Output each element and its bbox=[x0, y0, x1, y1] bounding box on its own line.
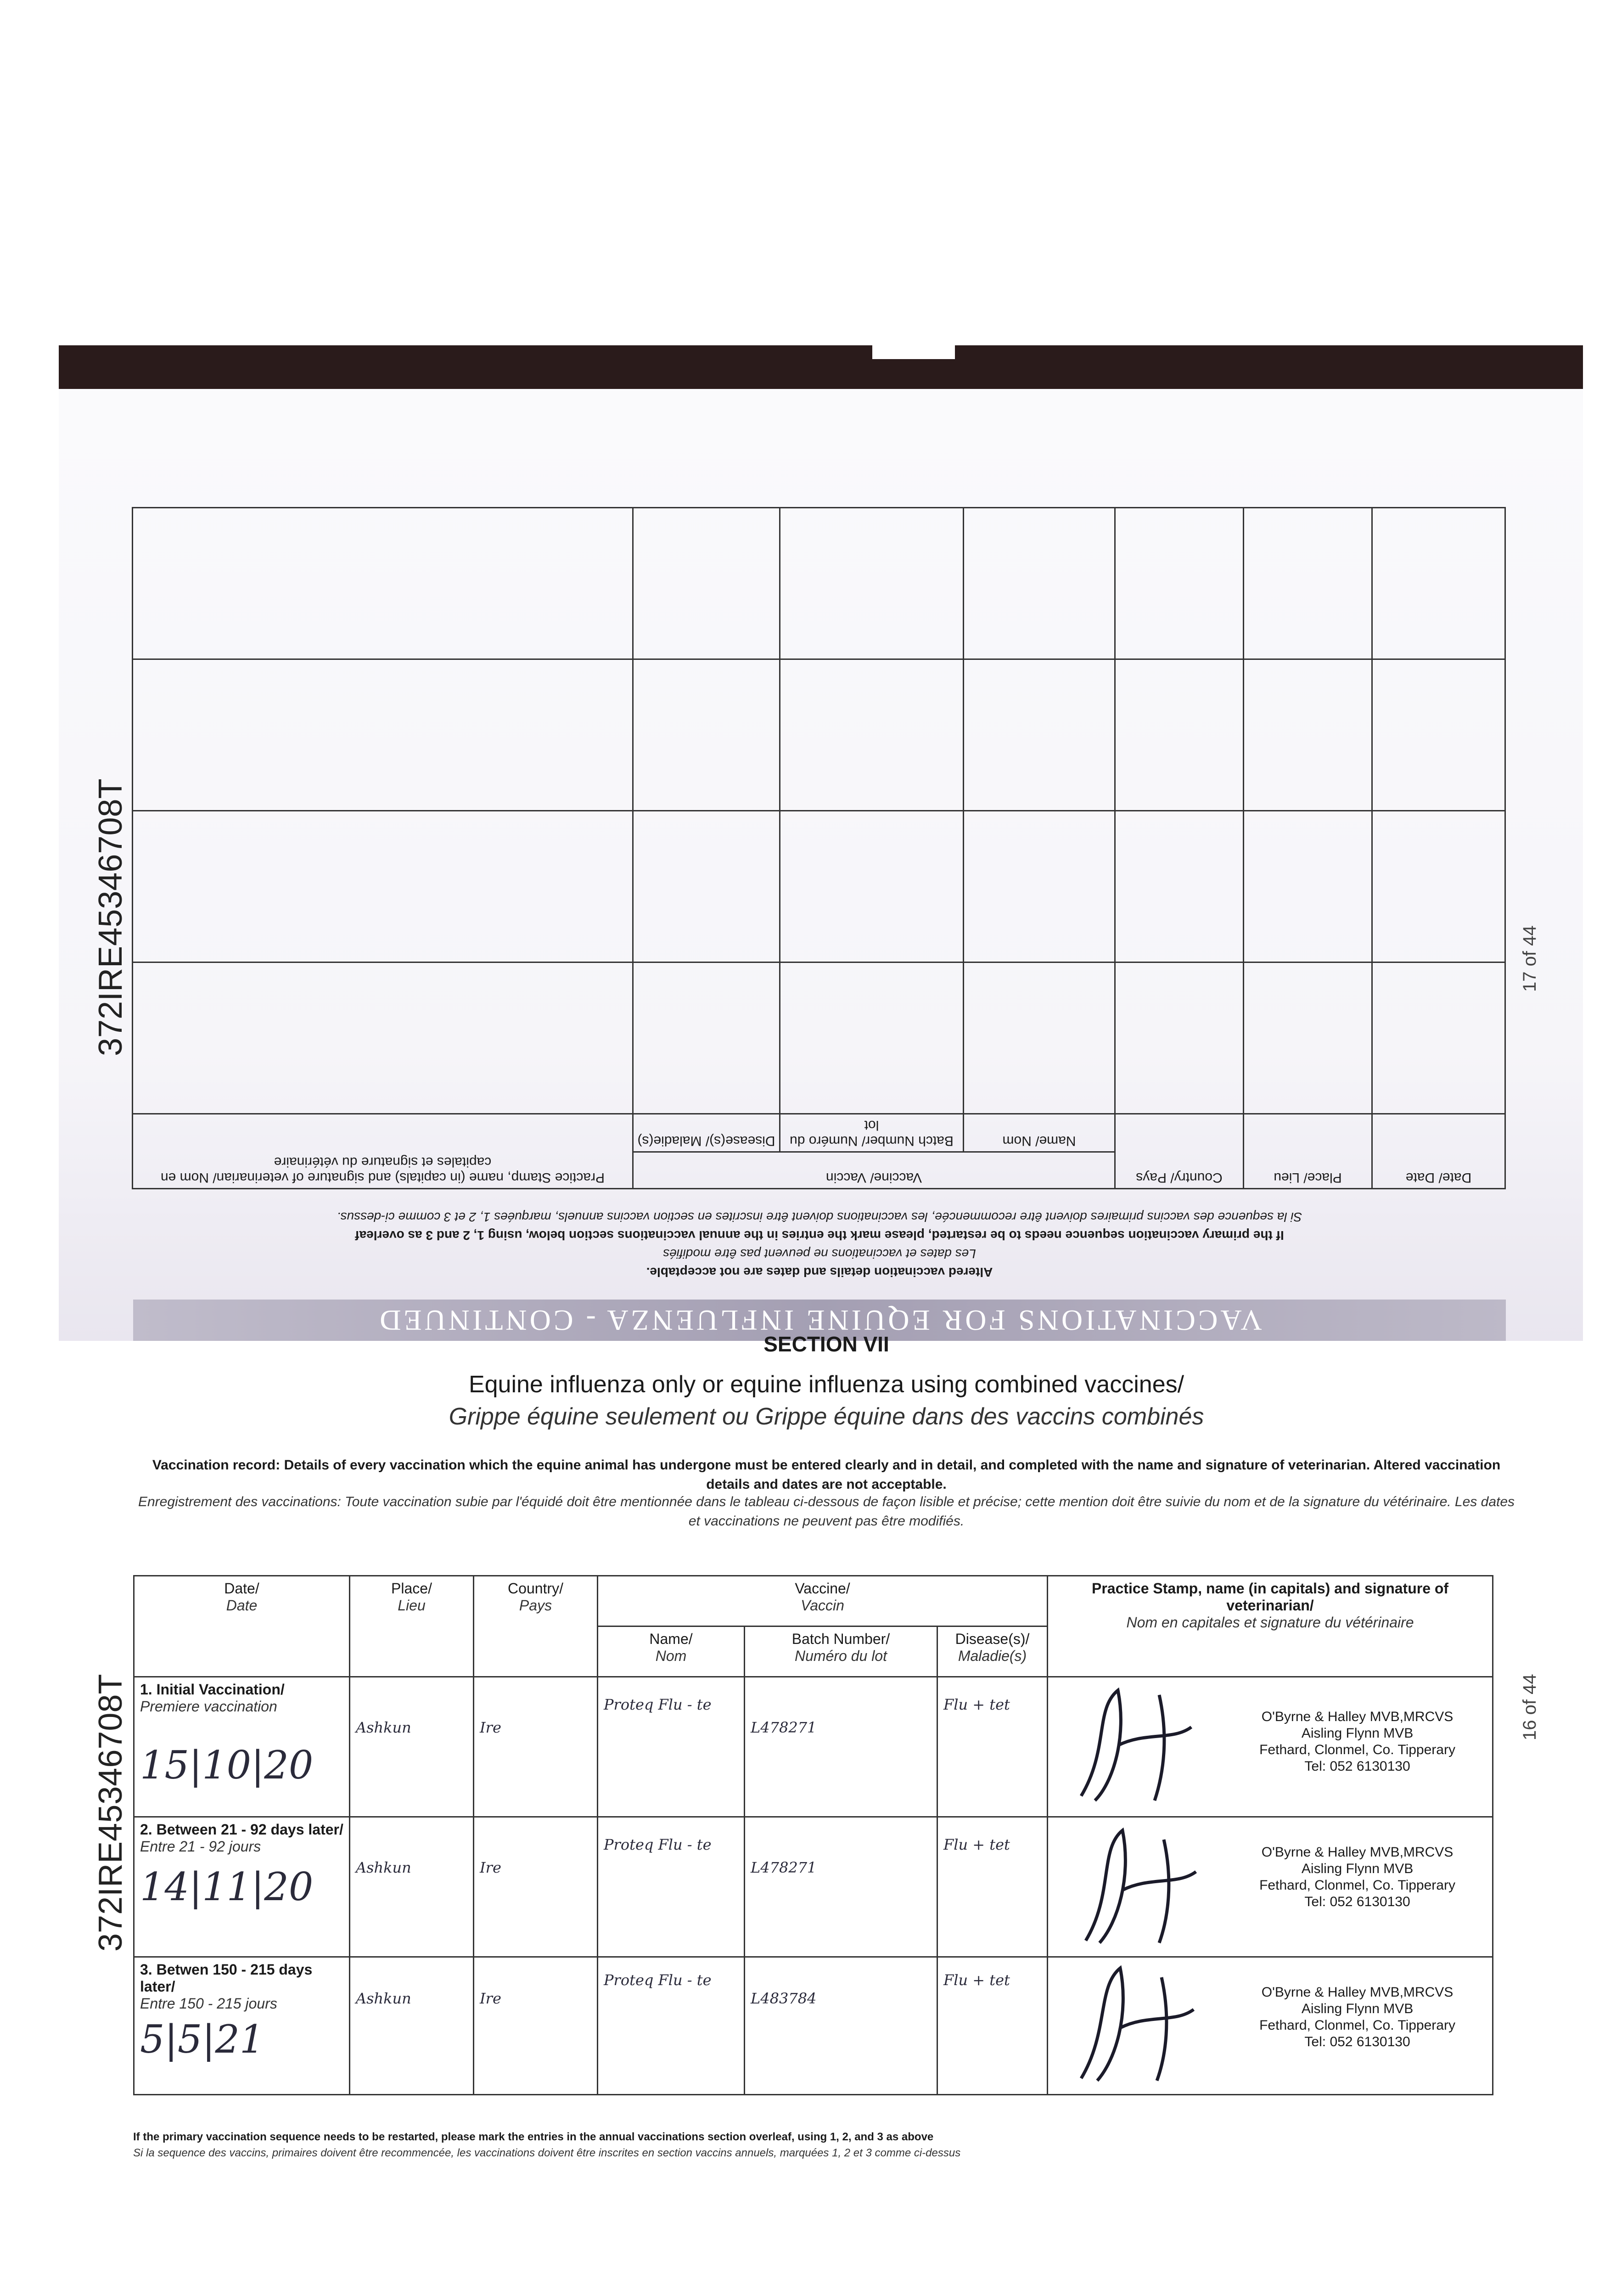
primary-vaccination-table bbox=[133, 1575, 1493, 2095]
vaccine-batch: L478271 bbox=[745, 1677, 937, 1817]
vaccine-disease: Flu + tet bbox=[937, 1677, 1048, 1817]
vaccination-country: Ire bbox=[474, 1957, 598, 2095]
row-date-cell bbox=[134, 1677, 350, 1817]
practice-stamp-cell bbox=[1048, 1957, 1493, 2095]
header-vaccine-fr: Vaccin bbox=[801, 1597, 844, 1614]
page-number-top: 17 of 44 bbox=[1520, 925, 1540, 992]
record-note-french: Enregistrement des vaccinations: Toute vaccination subie par l'équidé doit être mentionnée dans le tableau ci-dessous de façon lisible et précise; cette mention doit être suivie du nom et de la signature du vétérinaire. Les dates et vaccinations ne peuvent pas être modifiés. bbox=[138, 1494, 1515, 1529]
record-note-english: Vaccination record: Details of every vaccination which the equine animal has undergone must be entered clearly and in detail, and completed with the name and signature of veterinarian. Altered vaccination details and dates are not acceptable. bbox=[152, 1458, 1501, 1492]
stamp-line: O'Byrne & Halley MVB,MRCVS bbox=[1261, 1985, 1454, 2000]
header-batch-en: Batch Number/ bbox=[791, 1631, 890, 1647]
vaccination-date: 15|10|20 bbox=[140, 1743, 314, 1788]
row-label-fr: Entre 21 - 92 jours bbox=[140, 1838, 261, 1855]
stamp-line: Fethard, Clonmel, Co. Tipperary bbox=[1259, 2018, 1455, 2033]
vaccine-disease: Flu + tet bbox=[937, 1957, 1048, 2095]
continued-banner: VACCINATIONS FOR EQUINE INFLUENZA - CONTINUED bbox=[133, 1300, 1506, 1341]
top-header-country: Country/ Pays bbox=[1115, 1114, 1244, 1189]
vaccination-row bbox=[134, 1677, 1493, 1817]
vaccination-country: Ire bbox=[474, 1817, 598, 1957]
row-label-fr: Premiere vaccination bbox=[140, 1698, 277, 1715]
signature-mark bbox=[1054, 1821, 1228, 1945]
header-name-en: Name/ bbox=[649, 1631, 693, 1647]
footer-note-french: Si la sequence des vaccins, primaires doivent être recommencée, les vaccinations doivent être inscrites en section vaccins annuels, marquées 1, 2 et 3 comme ci-dessus bbox=[133, 2147, 961, 2159]
passport-id-bottom: 372IRE45346708T bbox=[92, 1674, 129, 1952]
header-place-en: Place/ bbox=[391, 1580, 432, 1597]
stamp-line: O'Byrne & Halley MVB,MRCVS bbox=[1261, 1709, 1454, 1724]
top-empty-row bbox=[132, 962, 1505, 1114]
header-place-fr: Lieu bbox=[398, 1597, 426, 1614]
vaccine-batch: L478271 bbox=[745, 1817, 937, 1957]
practice-stamp-cell bbox=[1048, 1677, 1493, 1817]
header-place bbox=[350, 1576, 474, 1677]
stamp-line: Aisling Flynn MVB bbox=[1301, 1861, 1414, 1876]
row-label: 2. Between 21 - 92 days later/ bbox=[140, 1821, 343, 1838]
vaccination-date: 14|11|20 bbox=[140, 1864, 314, 1909]
stamp-line: Tel: 052 6130130 bbox=[1304, 1759, 1410, 1774]
vaccine-name: Proteq Flu - te bbox=[598, 1817, 745, 1957]
header-disease bbox=[937, 1626, 1048, 1677]
top-notes bbox=[133, 1208, 1506, 1281]
vaccination-row bbox=[134, 1817, 1493, 1957]
top-header-place: Place/ Lieu bbox=[1244, 1114, 1372, 1189]
page-number-bottom: 16 of 44 bbox=[1520, 1674, 1540, 1740]
top-note: Si la sequence des vaccins primaires doivent être recommencée, les vaccinations doivent être inscrites en section vaccins annuels, marquées 1, 2 et 3 comme ci-dessus. bbox=[337, 1210, 1302, 1224]
header-country bbox=[474, 1576, 598, 1677]
top-empty-row bbox=[132, 508, 1505, 659]
header-batch-fr: Numéro du lot bbox=[795, 1648, 887, 1664]
row-label-fr: Entre 150 - 215 jours bbox=[140, 1995, 277, 2012]
header-disease-en: Disease(s)/ bbox=[955, 1631, 1030, 1647]
vaccine-batch: L483784 bbox=[745, 1957, 937, 2095]
top-note: Altered vaccination details and dates are not acceptable. bbox=[646, 1265, 993, 1279]
vaccination-place: Ashkun bbox=[350, 1957, 474, 2095]
practice-stamp-cell bbox=[1048, 1817, 1493, 1957]
vaccine-name: Proteq Flu - te bbox=[598, 1677, 745, 1817]
top-note: Les dates et vaccinations ne peuvent pas être modifiés bbox=[663, 1247, 976, 1261]
top-header-practice: Practice Stamp, name (in capitals) and signature of veterinarian/ Nom en capitales et signature du vétérinaire bbox=[132, 1114, 633, 1189]
vaccination-place: Ashkun bbox=[350, 1817, 474, 1957]
footer-note-english: If the primary vaccination sequence needs to be restarted, please mark the entries in the annual vaccinations section overleaf, using 1, 2, and 3 as above bbox=[133, 2131, 934, 2143]
signature-mark bbox=[1054, 1681, 1228, 1805]
row-date-cell bbox=[134, 1817, 350, 1957]
top-header-date: Date/ Date bbox=[1372, 1114, 1505, 1189]
top-vaccination-table bbox=[132, 507, 1506, 1189]
header-country-fr: Pays bbox=[519, 1597, 552, 1614]
vaccination-place: Ashkun bbox=[350, 1677, 474, 1817]
top-empty-row bbox=[132, 659, 1505, 811]
title-french: Grippe équine seulement ou Grippe équine dans des vaccins combinés bbox=[449, 1403, 1204, 1430]
section-heading: SECTION VII bbox=[763, 1332, 889, 1356]
signature-mark bbox=[1054, 1961, 1228, 2085]
header-disease-fr: Maladie(s) bbox=[958, 1648, 1027, 1664]
stamp-line: Tel: 052 6130130 bbox=[1304, 1894, 1410, 1909]
top-header-vaccine: Vaccine/ Vaccin bbox=[633, 1152, 1115, 1189]
stamp-line: Fethard, Clonmel, Co. Tipperary bbox=[1259, 1878, 1455, 1893]
header-country-en: Country/ bbox=[508, 1580, 563, 1597]
stamp-line: Tel: 052 6130130 bbox=[1304, 2034, 1410, 2049]
passport-id-top: 372IRE45346708T bbox=[92, 778, 129, 1056]
header-vaccine bbox=[598, 1576, 1048, 1626]
row-label: 3. Betwen 150 - 215 days later/ bbox=[140, 1961, 313, 1995]
header-name bbox=[598, 1626, 745, 1677]
header-date bbox=[134, 1576, 350, 1677]
header-practice-en: Practice Stamp, name (in capitals) and signature of veterinarian/ bbox=[1091, 1580, 1449, 1614]
vaccination-row bbox=[134, 1957, 1493, 2095]
stamp-line: Aisling Flynn MVB bbox=[1301, 1726, 1414, 1741]
vaccination-country: Ire bbox=[474, 1677, 598, 1817]
row-date-cell bbox=[134, 1957, 350, 2095]
page-edge-bar bbox=[59, 345, 1583, 389]
vaccination-date: 5|5|21 bbox=[140, 2017, 264, 2062]
title-english: Equine influenza only or equine influenza using combined vaccines/ bbox=[468, 1371, 1184, 1398]
top-header-disease: Disease(s)/ Maladie(s) bbox=[633, 1114, 780, 1152]
vaccine-name: Proteq Flu - te bbox=[598, 1957, 745, 2095]
top-note: If the primary vaccination sequence needs to be restarted, please mark the entries in the annual vaccinations section below, using 1, 2 and 3 as overleaf bbox=[355, 1228, 1284, 1243]
top-header-name: Name/ Nom bbox=[964, 1114, 1115, 1152]
header-practice bbox=[1048, 1576, 1493, 1677]
header-date-en: Date/ bbox=[224, 1580, 259, 1597]
page-edge-gap bbox=[872, 345, 955, 359]
top-empty-row bbox=[132, 811, 1505, 962]
header-date-fr: Date bbox=[226, 1597, 258, 1614]
vaccine-disease: Flu + tet bbox=[937, 1817, 1048, 1957]
header-batch bbox=[745, 1626, 937, 1677]
stamp-line: Fethard, Clonmel, Co. Tipperary bbox=[1259, 1742, 1455, 1757]
inverted-page bbox=[133, 459, 1506, 1355]
header-vaccine-en: Vaccine/ bbox=[795, 1580, 850, 1597]
top-header-batch: Batch Number/ Numéro du lot bbox=[780, 1114, 964, 1152]
header-name-fr: Nom bbox=[655, 1648, 687, 1664]
row-label: 1. Initial Vaccination/ bbox=[140, 1681, 285, 1698]
stamp-line: O'Byrne & Halley MVB,MRCVS bbox=[1261, 1845, 1454, 1860]
stamp-line: Aisling Flynn MVB bbox=[1301, 2001, 1414, 2016]
header-practice-fr: Nom en capitales et signature du vétérinaire bbox=[1126, 1614, 1414, 1631]
